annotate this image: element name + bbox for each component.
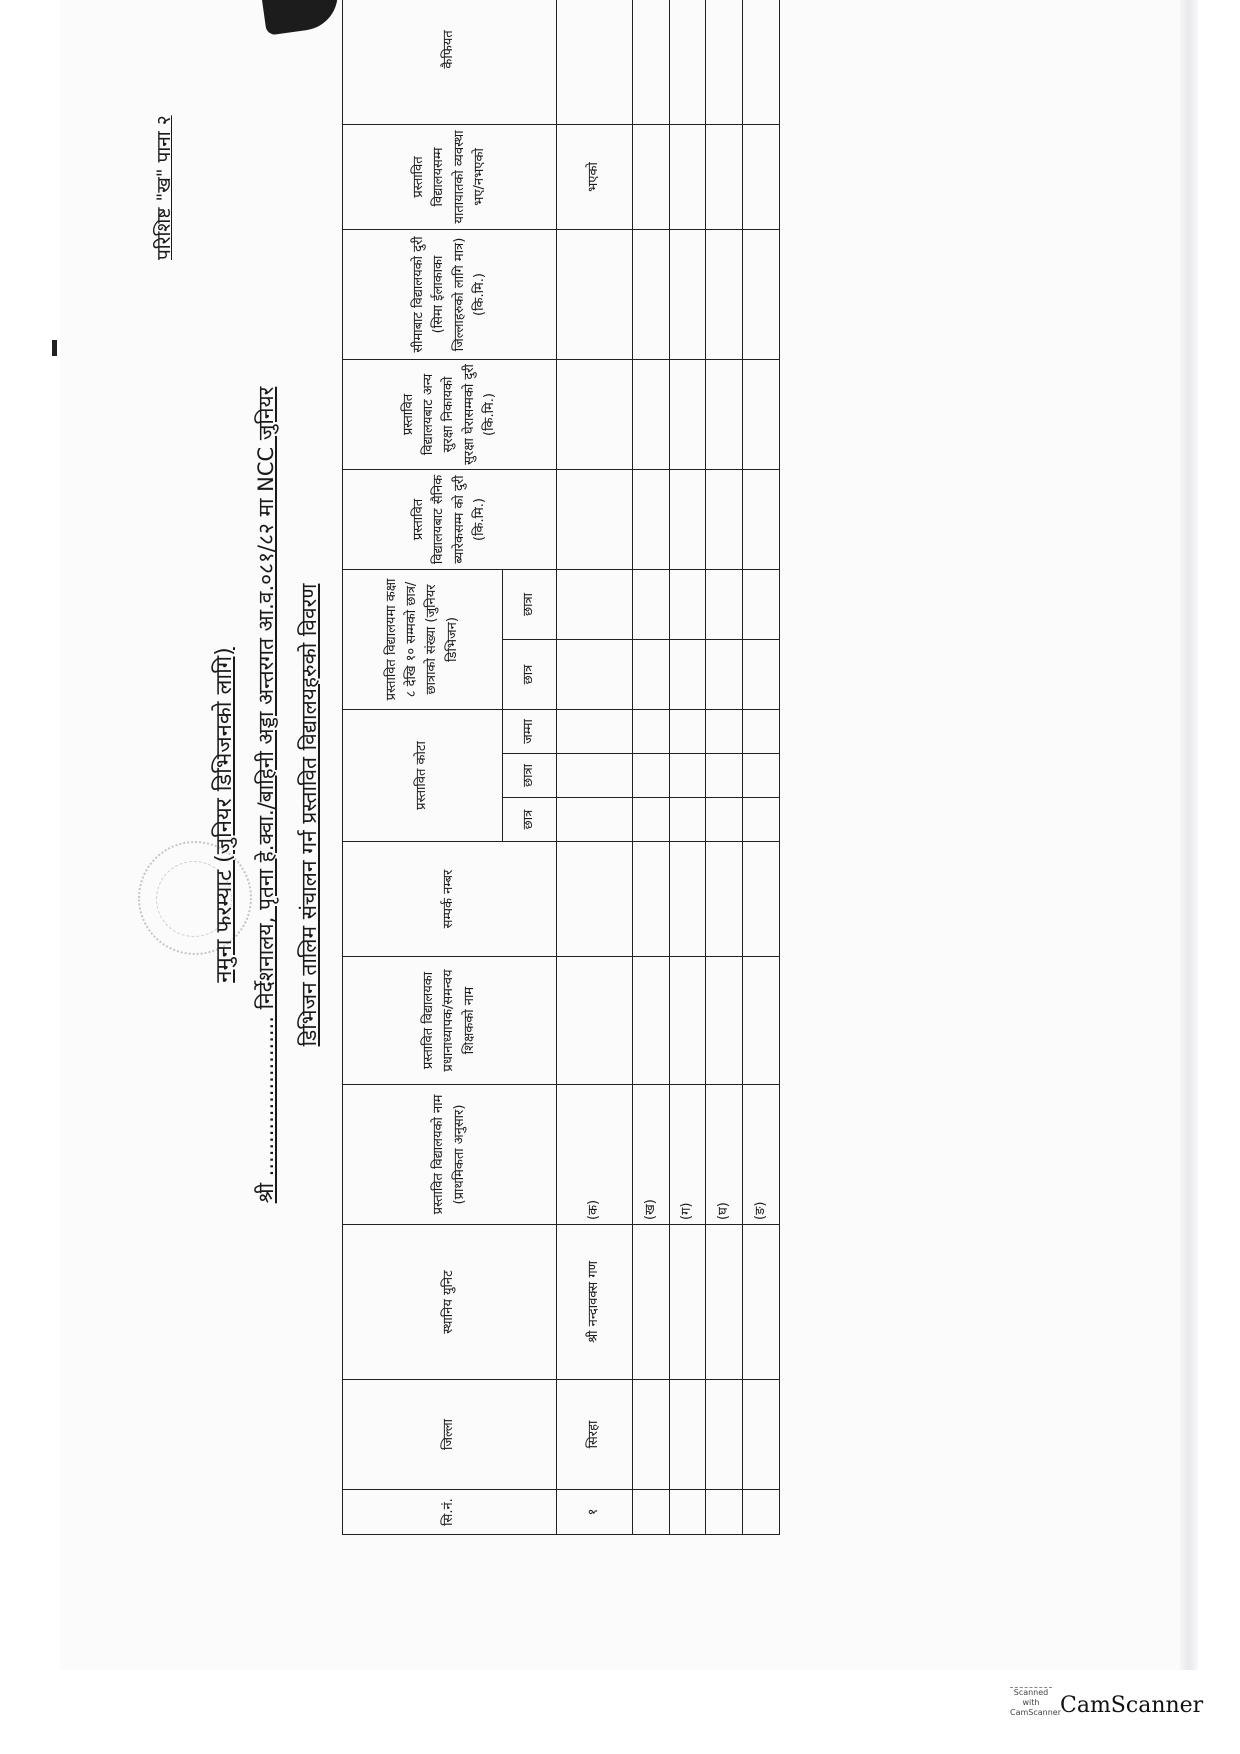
header-quota: प्रस्तावित कोटा — [343, 709, 503, 841]
cell-district: सिरहा — [557, 1380, 633, 1490]
cell-local-unit: श्री नन्दावक्स गण — [557, 1225, 633, 1380]
cell-school: (ग) — [669, 1085, 706, 1225]
cell-local-unit — [669, 1225, 706, 1380]
page-edge-shadow — [1180, 0, 1198, 1670]
cell-dist-security — [557, 359, 633, 469]
cell-district — [743, 1380, 780, 1490]
cell-students-boy — [557, 639, 633, 709]
header-quota-total: जम्मा — [502, 709, 556, 753]
cell-local-unit — [743, 1225, 780, 1380]
camscanner-label: CamScanner — [1060, 1693, 1204, 1718]
cell-sn — [706, 1490, 743, 1535]
cell-local-unit — [632, 1225, 669, 1380]
header-headmaster: प्रस्तावित विद्यालयका प्रधानाध्यापक/समन्वय शिक्षकको नाम — [343, 957, 557, 1085]
table-header-row — [343, 0, 503, 1535]
cell-transport: भएको — [557, 124, 633, 229]
table-row — [557, 0, 633, 1535]
cell-transport — [632, 124, 669, 229]
cell-transport — [706, 124, 743, 229]
camscanner-watermark — [1010, 1685, 1210, 1735]
cell-students-girl — [557, 569, 633, 639]
cell-headmaster — [557, 957, 633, 1085]
table-row — [632, 0, 669, 1535]
cell-school: (क) — [557, 1085, 633, 1225]
table-row — [669, 0, 706, 1535]
header-dist-border: सीमाबाट विद्यालयको दुरी (सिमा ईलाकाका जिल्लाहरुको लागि मात्र) (कि.मि.) — [343, 229, 557, 359]
cell-quota-girl — [557, 754, 633, 798]
cell-quota-total — [557, 709, 633, 753]
header-sn: सि.नं. — [343, 1490, 557, 1535]
cell-school: (घ) — [706, 1085, 743, 1225]
cell-dist-border — [557, 229, 633, 359]
form-heading-directorate: श्री ........................ निर्देशनालय, पृतना हे.क्वा./बाहिनी अड्डा अन्तरगत आ.व.०८१/८२ मा NCC जुनियर — [254, 386, 278, 1204]
header-students-boy: छात्र — [502, 639, 556, 709]
cell-sn: १ — [557, 1490, 633, 1535]
header-transport: प्रस्तावित विद्यालयसम्म यातायातको व्यवस्था भए/नभएको — [343, 124, 557, 229]
header-students: प्रस्तावित विद्यालयमा कक्षा ८ देखि १० सम्मको छात्र/छात्राको संख्या (जुनियर डिभिजन) — [343, 569, 503, 709]
cell-contact — [557, 842, 633, 957]
camscanner-logo-icon: Scanned with CamScanner — [1010, 1687, 1052, 1732]
cell-district — [706, 1380, 743, 1490]
form-heading-subject: डिभिजन तालिम संचालन गर्न प्रस्तावित विद्यालयहरुको विवरण — [297, 583, 321, 1047]
table-row — [706, 0, 743, 1535]
header-district: जिल्ला — [343, 1380, 557, 1490]
header-quota-boy: छात्र — [502, 798, 556, 842]
cell-district — [669, 1380, 706, 1490]
cell-quota-boy — [557, 798, 633, 842]
cell-local-unit — [706, 1225, 743, 1380]
cell-sn — [743, 1490, 780, 1535]
header-students-girl: छात्रा — [502, 569, 556, 639]
proposed-schools-table — [342, 0, 780, 1535]
header-dist-barracks: प्रस्तावित विद्यालयबाट सैनिक ब्यारेकसम्म को दुरी (कि.मि.) — [343, 469, 557, 569]
cell-transport — [669, 124, 706, 229]
cell-district — [632, 1380, 669, 1490]
header-school-name: प्रस्तावित विद्यालयको नाम (प्राथमिकता अनुसार) — [343, 1085, 557, 1225]
header-remarks: कैफियत — [343, 0, 557, 124]
header-local-unit: स्थानिय युनिट — [343, 1225, 557, 1380]
scan-mark — [52, 340, 57, 356]
annex-label: परिशिष्ट "ख" पाना २ — [153, 115, 175, 260]
header-contact: सम्पर्क नम्बर — [343, 842, 557, 957]
form-heading-title: नमुना फरम्याट (जुनियर डिभिजनको लागि) — [212, 647, 237, 983]
cell-transport — [743, 124, 780, 229]
cell-dist-barracks — [557, 469, 633, 569]
cell-school: (ङ) — [743, 1085, 780, 1225]
cell-sn — [632, 1490, 669, 1535]
header-dist-security: प्रस्तावित विद्यालयबाट अन्य सुरक्षा निकायको सुरक्षा घेरासम्मको दुरी (कि.मि.) — [343, 359, 557, 469]
cell-remarks — [557, 0, 633, 124]
cell-sn — [669, 1490, 706, 1535]
cell-school: (ख) — [632, 1085, 669, 1225]
rotated-form-page — [120, 30, 820, 1595]
table-row — [743, 0, 780, 1535]
header-quota-girl: छात्रा — [502, 754, 556, 798]
